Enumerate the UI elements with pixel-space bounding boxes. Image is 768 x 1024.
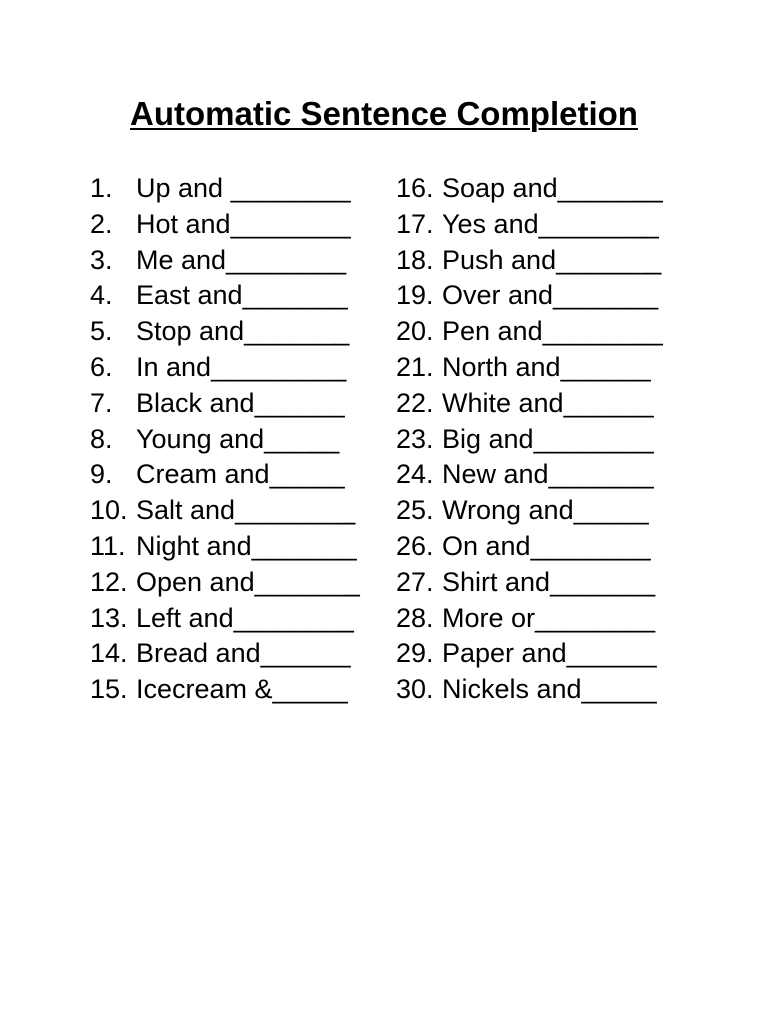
item-text: In and_________ xyxy=(136,351,347,382)
item-text: Open and_______ xyxy=(136,566,360,597)
list-item xyxy=(396,493,663,529)
list-item xyxy=(396,350,663,386)
list-item xyxy=(396,565,663,601)
list-item xyxy=(90,350,360,386)
item-number: 3. xyxy=(90,244,113,275)
item-number: 30. xyxy=(396,674,434,705)
item-number: 27. xyxy=(396,566,434,597)
item-number: 16. xyxy=(396,173,434,203)
item-number: 20. xyxy=(396,316,434,347)
list-item xyxy=(90,422,360,458)
page-title xyxy=(0,92,768,136)
list-item xyxy=(396,457,663,493)
item-number: 26. xyxy=(396,530,434,561)
item-text: Left and________ xyxy=(136,602,354,633)
list-item xyxy=(90,457,360,493)
list-item xyxy=(396,278,663,314)
item-number: 4. xyxy=(90,280,113,311)
item-text: Icecream &_____ xyxy=(136,674,348,705)
list-item xyxy=(396,672,663,708)
item-number: 23. xyxy=(396,423,434,454)
item-text: Salt and________ xyxy=(136,495,356,526)
item-number: 1. xyxy=(90,173,113,203)
list-item xyxy=(396,314,663,350)
item-number: 2. xyxy=(90,208,113,239)
right-item-list xyxy=(396,171,663,708)
item-number: 6. xyxy=(90,351,113,382)
item-text: Paper and______ xyxy=(442,638,657,669)
item-number: 19. xyxy=(396,280,434,311)
item-text: Big and________ xyxy=(442,423,654,454)
page-title-text: Automatic Sentence Completion xyxy=(130,95,638,132)
list-item xyxy=(396,171,663,207)
item-text: Wrong and_____ xyxy=(442,495,649,526)
item-number: 12. xyxy=(90,566,128,597)
list-item xyxy=(90,207,360,243)
list-item xyxy=(396,529,663,565)
item-text: East and_______ xyxy=(136,280,348,311)
item-text: Push and_______ xyxy=(442,244,662,275)
item-number: 13. xyxy=(90,602,128,633)
item-text: On and________ xyxy=(442,530,651,561)
list-item xyxy=(396,422,663,458)
list-item xyxy=(396,207,663,243)
list-item xyxy=(90,243,360,279)
item-number: 7. xyxy=(90,387,113,418)
list-item xyxy=(90,565,360,601)
item-number: 9. xyxy=(90,459,113,490)
item-number: 28. xyxy=(396,602,434,633)
item-text: Pen and________ xyxy=(442,316,663,347)
item-text: Black and______ xyxy=(136,387,345,418)
list-item xyxy=(90,493,360,529)
item-number: 18. xyxy=(396,244,434,275)
item-text: Up and ________ xyxy=(136,173,351,203)
list-item xyxy=(90,386,360,422)
list-item xyxy=(396,601,663,637)
item-text: North and______ xyxy=(442,351,651,382)
item-number: 5. xyxy=(90,316,113,347)
item-number: 29. xyxy=(396,638,434,669)
item-number: 17. xyxy=(396,208,434,239)
item-number: 14. xyxy=(90,638,128,669)
item-number: 25. xyxy=(396,495,434,526)
item-text: Night and_______ xyxy=(136,530,357,561)
list-item xyxy=(396,636,663,672)
item-text: Over and_______ xyxy=(442,280,659,311)
list-item xyxy=(396,386,663,422)
list-item xyxy=(90,314,360,350)
item-number: 24. xyxy=(396,459,434,490)
item-text: Soap and_______ xyxy=(442,173,663,203)
item-text: More or________ xyxy=(442,602,656,633)
item-text: Bread and______ xyxy=(136,638,351,669)
left-item-list xyxy=(90,171,360,708)
item-number: 10. xyxy=(90,495,128,526)
list-item xyxy=(90,601,360,637)
item-number: 22. xyxy=(396,387,434,418)
item-number: 21. xyxy=(396,351,434,382)
list-item xyxy=(90,171,360,207)
list-item xyxy=(396,243,663,279)
item-text: Nickels and_____ xyxy=(442,674,657,705)
item-text: New and_______ xyxy=(442,459,654,490)
item-number: 8. xyxy=(90,423,113,454)
item-text: White and______ xyxy=(442,387,654,418)
list-item xyxy=(90,278,360,314)
list-item xyxy=(90,636,360,672)
list-item xyxy=(90,672,360,708)
item-number: 11. xyxy=(90,530,126,561)
item-text: Yes and________ xyxy=(442,208,659,239)
item-text: Cream and_____ xyxy=(136,459,345,490)
item-text: Stop and_______ xyxy=(136,316,350,347)
item-number: 15. xyxy=(90,674,128,705)
item-text: Young and_____ xyxy=(136,423,340,454)
item-text: Shirt and_______ xyxy=(442,566,656,597)
item-text: Me and________ xyxy=(136,244,347,275)
list-item xyxy=(90,529,360,565)
item-text: Hot and________ xyxy=(136,208,351,239)
